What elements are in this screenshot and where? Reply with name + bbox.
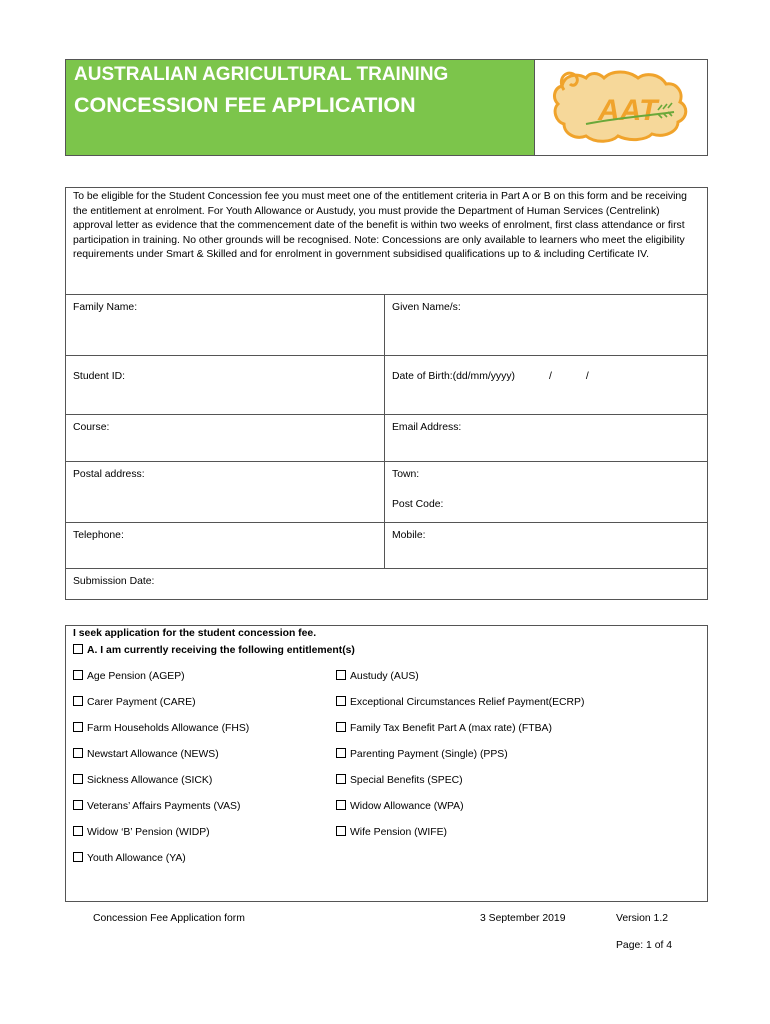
entitlement-option[interactable] <box>73 826 210 838</box>
town-postcode-field[interactable] <box>385 462 707 522</box>
email-field[interactable] <box>385 415 707 461</box>
checkbox[interactable] <box>73 670 83 680</box>
entitlement-label: Special Benefits (SPEC) <box>350 775 463 786</box>
course-label: Course: <box>73 422 110 433</box>
checkbox[interactable] <box>73 852 83 862</box>
telephone-field[interactable] <box>66 523 385 568</box>
student-id-field[interactable] <box>66 356 385 414</box>
entitlement-label: Age Pension (AGEP) <box>87 671 185 682</box>
entitlement-label: Newstart Allowance (NEWS) <box>87 749 219 760</box>
dob-field[interactable] <box>385 356 707 414</box>
postal-address-label: Postal address: <box>73 469 145 480</box>
entitlement-label: Farm Households Allowance (FHS) <box>87 723 250 734</box>
entitlement-label: Exceptional Circumstances Relief Payment(ECRP) <box>350 697 585 708</box>
entitlement-option[interactable] <box>336 826 447 838</box>
entitlement-option[interactable] <box>336 722 552 734</box>
entitlement-label: Sickness Allowance (SICK) <box>87 775 213 786</box>
checkbox[interactable] <box>73 748 83 758</box>
entitlement-option[interactable] <box>73 696 196 708</box>
family-name-label: Family Name: <box>73 302 138 313</box>
checkbox[interactable] <box>73 826 83 836</box>
given-names-label: Given Name/s: <box>392 302 461 313</box>
town-label: Town: <box>392 469 420 480</box>
aat-logo <box>535 60 707 155</box>
part-a-option[interactable] <box>73 644 355 656</box>
checkbox[interactable] <box>73 800 83 810</box>
entitlement-label: Widow Allowance (WPA) <box>350 801 464 812</box>
footer-version: Version 1.2 <box>616 913 668 924</box>
footer-form-name: Concession Fee Application form <box>93 913 245 924</box>
entitlement-label: Family Tax Benefit Part A (max rate) (FTBA) <box>350 723 552 734</box>
entitlement-option[interactable] <box>73 722 249 734</box>
entitlement-option[interactable] <box>336 800 464 812</box>
checkbox[interactable] <box>336 748 346 758</box>
mobile-label: Mobile: <box>392 530 426 541</box>
dob-separator: / <box>548 371 552 382</box>
submission-row <box>66 569 707 599</box>
entitlements-section <box>65 625 708 902</box>
mobile-field[interactable] <box>385 523 707 568</box>
page-number: Page: 1 of 4 <box>616 940 673 951</box>
entitlement-option[interactable] <box>73 670 185 682</box>
entitlement-label: Youth Allowance (YA) <box>87 853 186 864</box>
entitlement-option[interactable] <box>336 696 584 708</box>
entitlement-option[interactable] <box>336 774 463 786</box>
post-code-label: Post Code: <box>392 498 444 510</box>
dob-separator: / <box>585 371 589 382</box>
entitlement-label: Veterans’ Affairs Payments (VAS) <box>87 801 241 812</box>
form-title: CONCESSION FEE APPLICATION <box>74 93 416 117</box>
entitlement-option[interactable] <box>73 774 212 786</box>
seek-statement: I seek application for the student concession fee. <box>73 628 317 639</box>
id-row <box>66 356 707 415</box>
entitlement-option[interactable] <box>73 800 240 812</box>
checkbox[interactable] <box>73 722 83 732</box>
checkbox[interactable] <box>336 774 346 784</box>
phone-row <box>66 523 707 569</box>
applicant-details-table <box>65 187 708 600</box>
part-a-label: A. I am currently receiving the following entitlement(s) <box>87 645 355 656</box>
family-name-field[interactable] <box>66 295 385 355</box>
course-field[interactable] <box>66 415 385 461</box>
submission-date-label: Submission Date: <box>73 576 155 587</box>
checkbox[interactable] <box>73 774 83 784</box>
entitlement-label: Widow ‘B’ Pension (WIDP) <box>87 827 210 838</box>
email-label: Email Address: <box>392 422 462 433</box>
entitlement-option[interactable] <box>73 748 219 760</box>
entitlement-label: Parenting Payment (Single) (PPS) <box>350 749 508 760</box>
checkbox[interactable] <box>336 670 346 680</box>
header-title-block <box>66 60 535 155</box>
course-row <box>66 415 707 462</box>
telephone-label: Telephone: <box>73 530 124 541</box>
logo-lettering: AAT <box>598 93 658 127</box>
checkbox[interactable] <box>73 696 83 706</box>
checkbox[interactable] <box>73 644 83 654</box>
organisation-name: AUSTRALIAN AGRICULTURAL TRAINING <box>74 64 449 85</box>
student-id-label: Student ID: <box>73 371 125 382</box>
eligibility-intro: To be eligible for the Student Concession fee you must meet one of the entitlement criteria in Part A or B on this form and be receiving the entitlement at enrolment. For Youth Allowance or Austudy, you must provide the Department of Human Services (Centrelink) approval letter as evidence that the commencement date of the benefit is within two weeks of enrolment, first class attendance or first participation in training. No other grounds will be recognised. Note: Concessions are only available to learners who meet the eligibility requirements under Smart & Skilled and for enrolment in government subsidised qualifications up to & including Certificate IV. <box>66 188 707 295</box>
checkbox[interactable] <box>336 696 346 706</box>
checkbox[interactable] <box>336 826 346 836</box>
address-row <box>66 462 707 523</box>
entitlement-label: Austudy (AUS) <box>350 671 419 682</box>
given-names-field[interactable] <box>385 295 707 355</box>
name-row <box>66 295 707 356</box>
postal-address-field[interactable] <box>66 462 385 522</box>
checkbox[interactable] <box>336 722 346 732</box>
entitlement-label: Wife Pension (WIFE) <box>350 827 447 838</box>
submission-date-field[interactable] <box>66 569 707 599</box>
header-table <box>65 59 708 156</box>
checkbox[interactable] <box>336 800 346 810</box>
footer-date: 3 September 2019 <box>480 913 566 924</box>
entitlement-option[interactable] <box>336 748 508 760</box>
entitlement-option[interactable] <box>73 852 186 864</box>
entitlement-label: Carer Payment (CARE) <box>87 697 196 708</box>
entitlement-option[interactable] <box>336 670 419 682</box>
dob-label: Date of Birth:(dd/mm/yyyy) <box>392 371 515 382</box>
